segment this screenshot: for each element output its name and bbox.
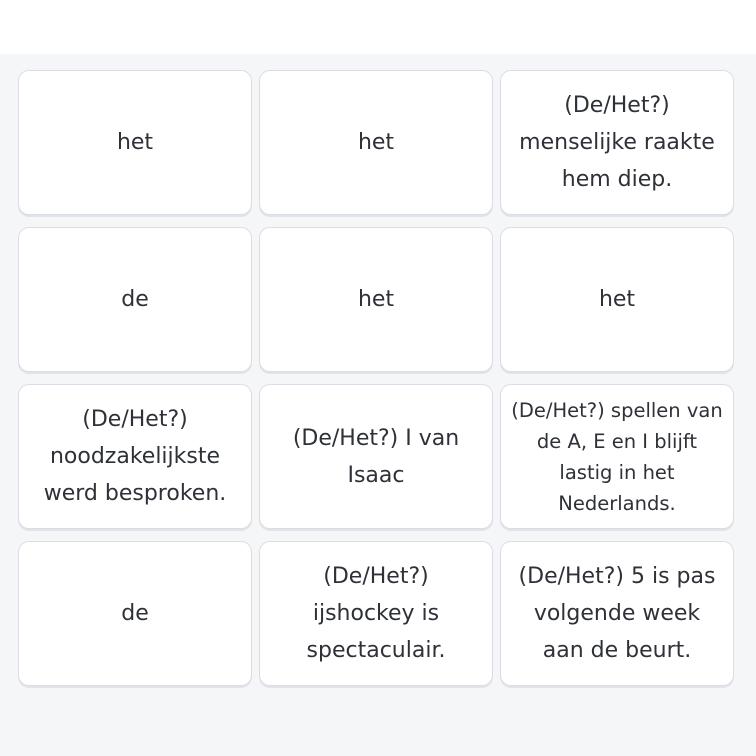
card-text: het <box>598 287 636 312</box>
card-text: de <box>121 287 149 312</box>
card-text: het <box>357 130 395 155</box>
card-text: de <box>121 601 149 626</box>
card-text: (De/Het?) ijshockey is spectaculair. <box>306 564 446 663</box>
card-text: (De/Het?) I van Isaac <box>292 425 460 488</box>
match-card[interactable] <box>259 227 493 372</box>
match-card[interactable] <box>259 384 493 529</box>
card-text: het <box>116 130 154 155</box>
card-grid <box>18 70 734 686</box>
card-text: (De/Het?) noodzakelijkste werd besproken. <box>43 407 227 506</box>
card-text: (De/Het?) menselijke raakte hem diep. <box>519 93 715 192</box>
top-band <box>0 0 756 54</box>
match-card[interactable] <box>18 384 252 529</box>
match-card[interactable] <box>18 70 252 215</box>
match-card[interactable] <box>500 384 734 529</box>
match-card[interactable] <box>500 541 734 686</box>
match-card[interactable] <box>259 541 493 686</box>
card-text: het <box>357 287 395 312</box>
match-card[interactable] <box>259 70 493 215</box>
card-text: (De/Het?) 5 is pas volgende week aan de beurt. <box>518 564 716 663</box>
match-card[interactable] <box>18 227 252 372</box>
card-text: (De/Het?) spellen van de A, E en I blijft lastig in het Nederlands. <box>511 398 723 515</box>
match-card[interactable] <box>500 70 734 215</box>
match-card[interactable] <box>18 541 252 686</box>
match-card[interactable] <box>500 227 734 372</box>
